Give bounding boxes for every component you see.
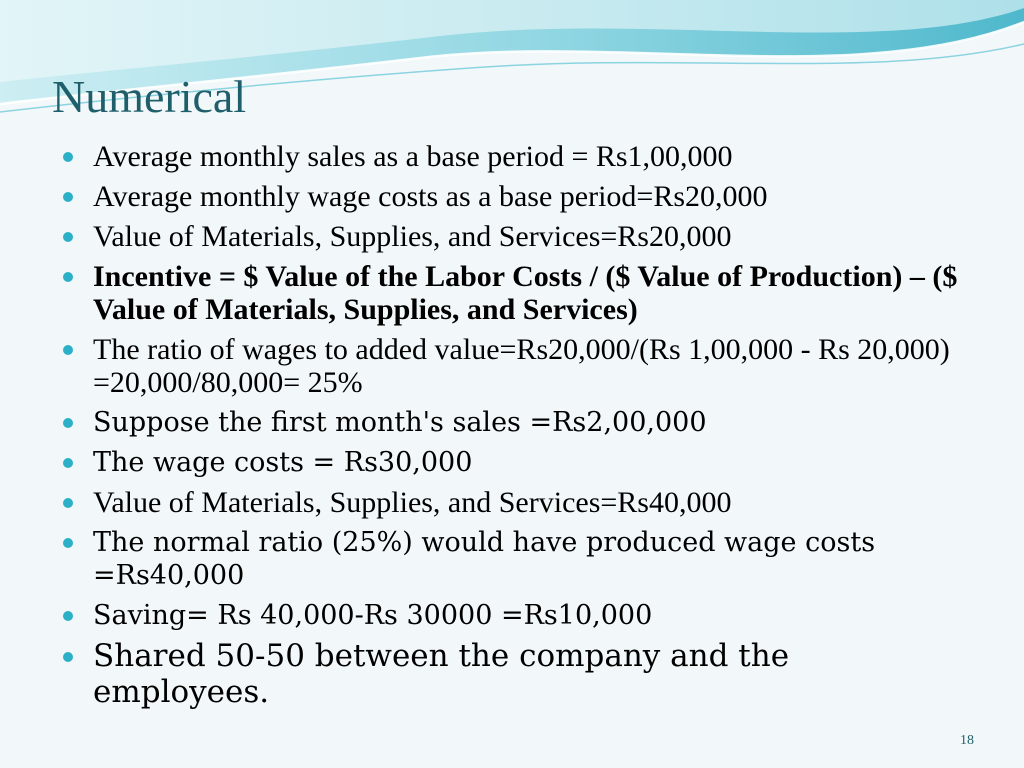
bullet-text: Value of Materials, Supplies, and Services=Rs20,000 xyxy=(93,220,732,253)
bullet-text: Average monthly sales as a base period = Rs1,00,000 xyxy=(93,140,733,173)
slide-title: Numerical xyxy=(52,71,247,122)
bullet-text: The ratio of wages to added value=Rs20,000/(Rs 1,00,000 - Rs 20,000) =20,000/80,000= 25% xyxy=(93,333,950,399)
bullet-dot-icon xyxy=(63,418,73,428)
bullet-text: Shared 50-50 between the company and the employees. xyxy=(93,638,790,710)
bullet-dot-icon xyxy=(63,272,73,282)
bullet-text: Incentive = $ Value of the Labor Costs / ($ Value of Production) – ($ Value of Materials, Supplies, and Services) xyxy=(93,260,958,326)
bullet-item xyxy=(62,140,972,173)
bullet-item xyxy=(62,486,972,519)
bullet-dot-icon xyxy=(63,498,73,508)
bullet-item xyxy=(62,446,972,479)
bullet-dot-icon xyxy=(63,652,73,662)
bullet-text: The wage costs = Rs30,000 xyxy=(93,447,473,478)
bullet-item xyxy=(62,333,972,399)
bullet-text: Average monthly wage costs as a base period=Rs20,000 xyxy=(93,180,768,213)
bullet-dot-icon xyxy=(63,152,73,162)
bullet-dot-icon xyxy=(63,458,73,468)
bullet-item xyxy=(62,220,972,253)
page-number: 18 xyxy=(960,733,974,748)
bullet-item xyxy=(62,406,972,439)
bullet-list xyxy=(62,140,972,710)
bullet-item xyxy=(62,260,972,326)
bullet-dot-icon xyxy=(63,232,73,242)
bullet-text: Saving= Rs 40,000-Rs 30000 =Rs10,000 xyxy=(93,600,653,631)
bullet-item xyxy=(62,599,972,632)
bullet-text: Value of Materials, Supplies, and Services=Rs40,000 xyxy=(93,486,732,519)
bullet-item xyxy=(62,526,972,592)
bullet-dot-icon xyxy=(63,611,73,621)
bullet-dot-icon xyxy=(63,538,73,548)
bullet-dot-icon xyxy=(63,192,73,202)
bullet-dot-icon xyxy=(63,345,73,355)
bullet-item xyxy=(62,638,972,710)
bullet-item xyxy=(62,180,972,213)
bullet-text: Suppose the first month's sales =Rs2,00,000 xyxy=(93,407,707,438)
bullet-text: The normal ratio (25%) would have produced wage costs =Rs40,000 xyxy=(93,527,876,591)
